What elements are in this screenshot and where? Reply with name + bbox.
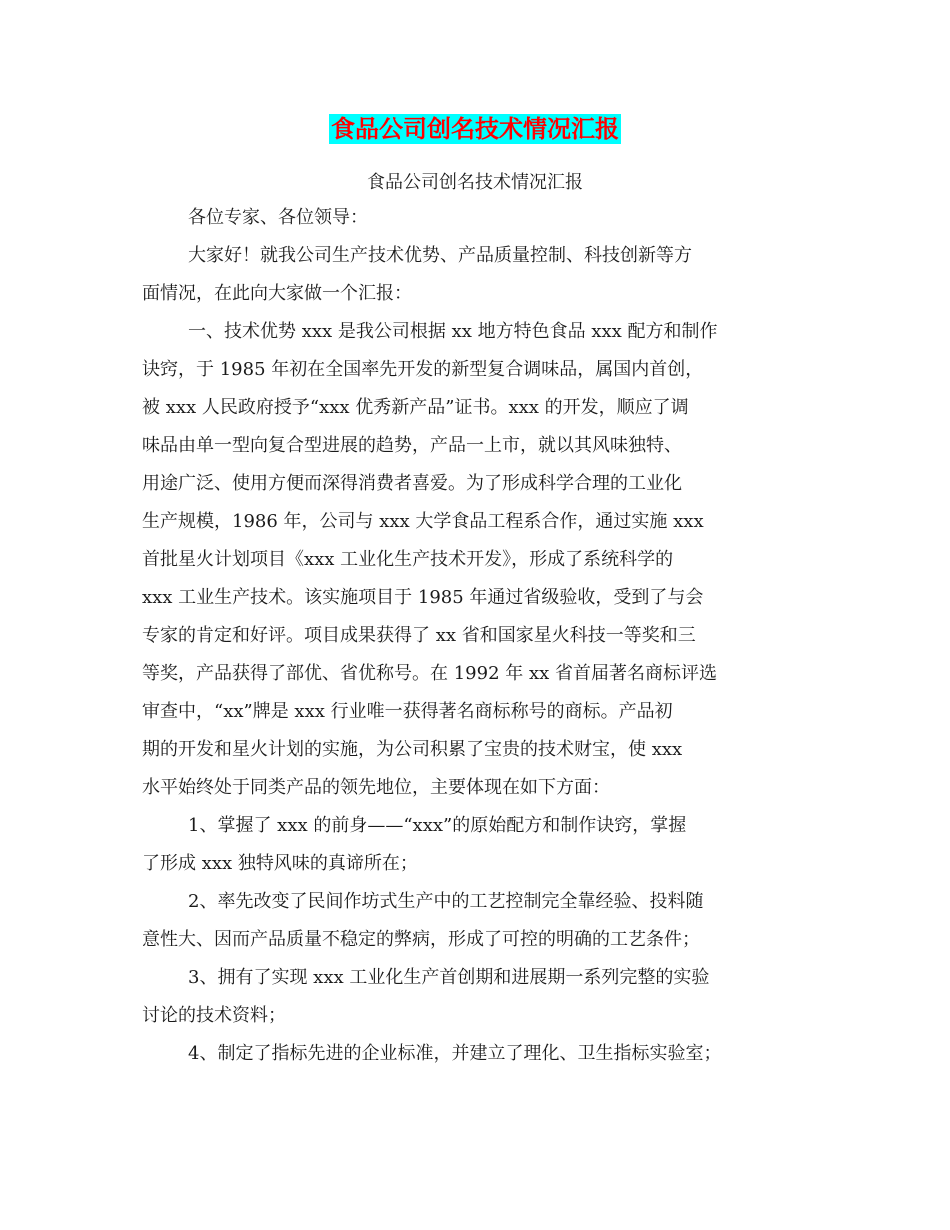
list-item-line: 1、掌握了 xxx 的前身——“xxx”的原始配方和制作诀窍，掌握 [188,815,687,836]
list-item-line: 4、制定了指标先进的企业标准，并建立了理化、卫生指标实验室； [188,1043,722,1064]
paragraph-line: 味品由单一型向复合型进展的趋势，产品一上市，就以其风味独特、 [142,435,682,456]
document-title-text: 食品公司创名技术情况汇报 [331,115,619,143]
paragraph-line: 审查中，“xx”牌是 xxx 行业唯一获得著名商标称号的商标。产品初 [142,701,673,722]
paragraph-line: 一、技术优势 xxx 是我公司根据 xx 地方特色食品 xxx 配方和制作 [188,321,718,342]
paragraph-line: 用途广泛、使用方便而深得消费者喜爱。为了形成科学合理的工业化 [142,473,682,494]
salutation: 各位专家、各位领导： [188,207,368,228]
paragraph-line: xxx 工业生产技术。该实施项目于 1985 年通过省级验收，受到了与会 [142,587,704,608]
paragraph-line: 水平始终处于同类产品的领先地位，主要体现在如下方面： [142,777,610,798]
paragraph-line: 期的开发和星火计划的实施，为公司积累了宝贵的技术财宝，使 xxx [142,739,683,760]
paragraph-line: 首批星火计划项目《xxx 工业化生产技术开发》，形成了系统科学的 [142,549,674,570]
paragraph-line: 面情况，在此向大家做一个汇报： [142,283,412,304]
list-item-line: 意性大、因而产品质量不稳定的弊病，形成了可控的明确的工艺条件； [142,929,700,950]
document-title [0,112,950,150]
list-item-line: 了形成 xxx 独特风味的真谛所在； [142,853,418,874]
paragraph-line: 大家好！就我公司生产技术优势、产品质量控制、科技创新等方 [188,245,692,266]
paragraph-line: 诀窍，于 1985 年初在全国率先开发的新型复合调味品，属国内首创， [142,359,704,380]
document-subtitle: 食品公司创名技术情况汇报 [367,172,583,193]
list-item-line: 3、拥有了实现 xxx 工业化生产首创期和进展期一系列完整的实验 [188,967,710,988]
paragraph-line: 被 xxx 人民政府授予“xxx 优秀新产品”证书。xxx 的开发，顺应了调 [142,397,689,418]
paragraph-line: 专家的肯定和好评。项目成果获得了 xx 省和国家星火科技一等奖和三 [142,625,696,646]
paragraph-line: 生产规模，1986 年，公司与 xxx 大学食品工程系合作，通过实施 xxx [142,511,704,532]
paragraph-line: 等奖，产品获得了部优、省优称号。在 1992 年 xx 省首届著名商标评选 [142,663,717,684]
list-item-line: 讨论的技术资料； [142,1005,286,1026]
list-item-line: 2、率先改变了民间作坊式生产中的工艺控制完全靠经验、投料随 [188,891,704,912]
